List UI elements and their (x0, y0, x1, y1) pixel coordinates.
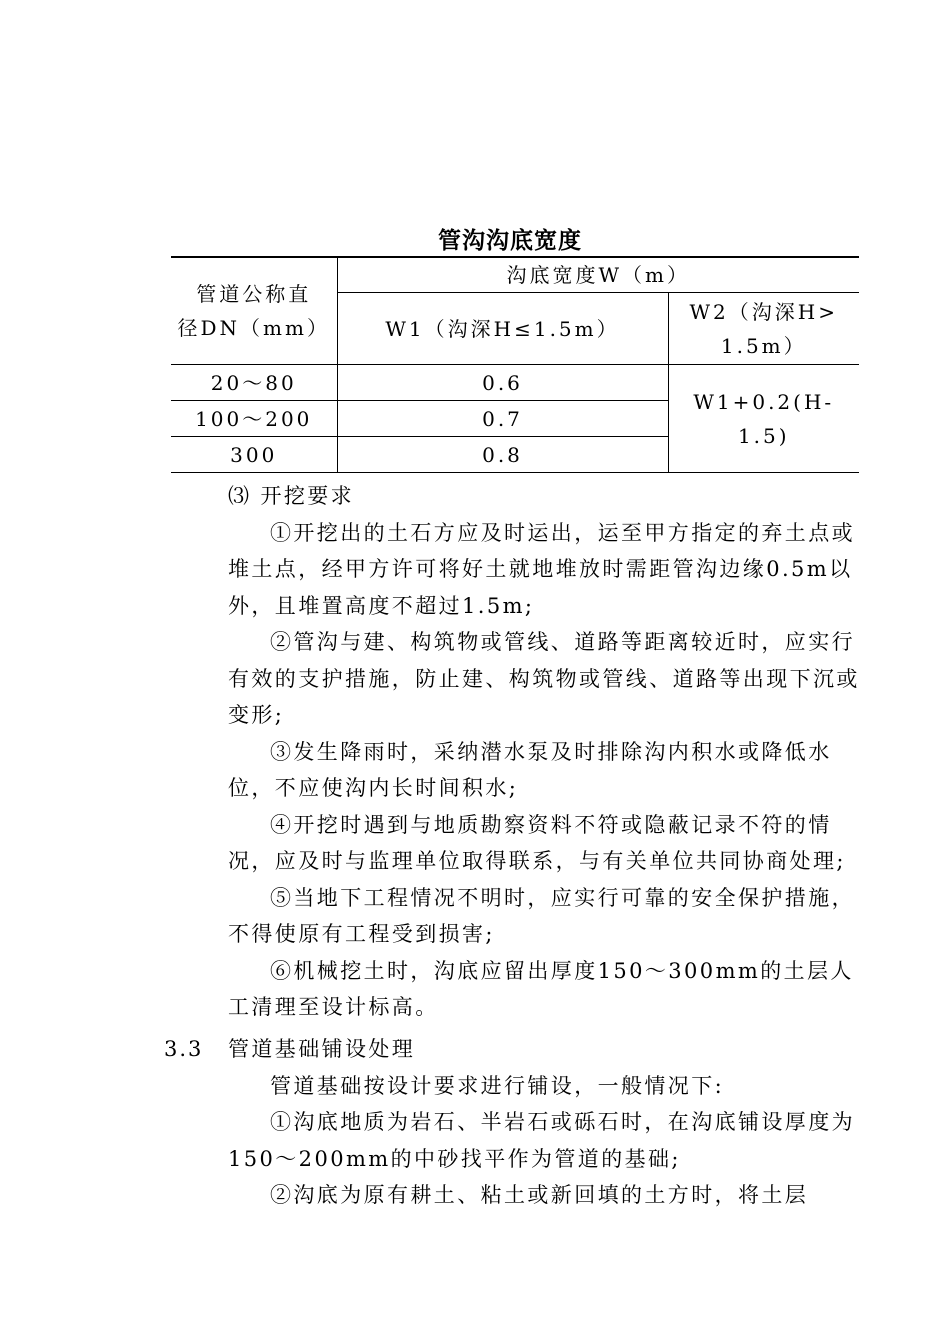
header-width-cell: 沟底宽度W（m） (337, 257, 859, 293)
foundation-item: ②沟底为原有耕土、粘土或新回填的土方时，将土层 (270, 1183, 809, 1207)
excavation-item: ⑤当地下工程情况不明时，应实行可靠的安全保护措施，不得使原有工程受到损害; (228, 885, 855, 946)
row-w1-cell: 0.6 (337, 365, 668, 401)
excavation-item: ①开挖出的土石方应及时运出，运至甲方指定的弃土点或堆土点，经甲方许可将好土就地堆放时需距管沟边缘0.5m以外，且堆置高度不超过1.5m; (228, 520, 855, 618)
row-w1-cell: 0.8 (337, 437, 668, 473)
excavation-item: ②管沟与建、构筑物或管线、道路等距离较近时，应实行有效的支护措施，防止建、构筑物或管线、道路等出现下沉或变形; (228, 630, 860, 727)
excavation-item: ⑥机械挖土时，沟底应留出厚度150～300mm的土层人工清理至设计标高。 (228, 958, 854, 1019)
header-dn-cell (171, 257, 337, 365)
section-title: 管道基础铺设处理 (228, 1037, 416, 1061)
row-dn-cell: 100～200 (171, 401, 337, 437)
header-w1-cell: W1（沟深H≤1.5m） (337, 293, 668, 365)
header-dn-line1: 管道公称直 (196, 282, 312, 306)
header-w2-line2: 1.5m） (720, 333, 807, 358)
header-w2-cell (668, 293, 859, 365)
trench-width-table (171, 256, 859, 473)
excavation-heading: ⑶ 开挖要求 (228, 484, 355, 508)
excavation-section (228, 478, 860, 1026)
row-dn-cell: 300 (171, 437, 337, 473)
table-title: 管沟沟底宽度 (438, 227, 582, 254)
section-number: 3.3 (164, 1037, 204, 1061)
excavation-item: ③发生降雨时，采纳潜水泵及时排除沟内积水或降低水位，不应使沟内长时间积水; (228, 739, 832, 800)
foundation-section (228, 1031, 860, 1214)
section-intro: 管道基础按设计要求进行铺设，一般情况下: (270, 1073, 725, 1098)
w2-value-cell (668, 365, 859, 473)
header-w2-line1: W2（沟深H> (689, 299, 838, 324)
foundation-item: ①沟底地质为岩石、半岩石或砾石时，在沟底铺设厚度为150～200mm的中砂找平作为管道的基础; (228, 1110, 855, 1171)
row-w1-cell: 0.7 (337, 401, 668, 437)
w2-value-line2: 1.5) (737, 423, 790, 448)
excavation-item: ④开挖时遇到与地质勘察资料不符或隐蔽记录不符的情况，应及时与监理单位取得联系，与有关单位共同协商处理; (228, 812, 846, 873)
w2-value-line1: W1+0.2(H- (693, 389, 835, 414)
row-dn-cell: 20～80 (171, 365, 337, 401)
header-dn-line2: 径DN（mm） (177, 316, 330, 340)
